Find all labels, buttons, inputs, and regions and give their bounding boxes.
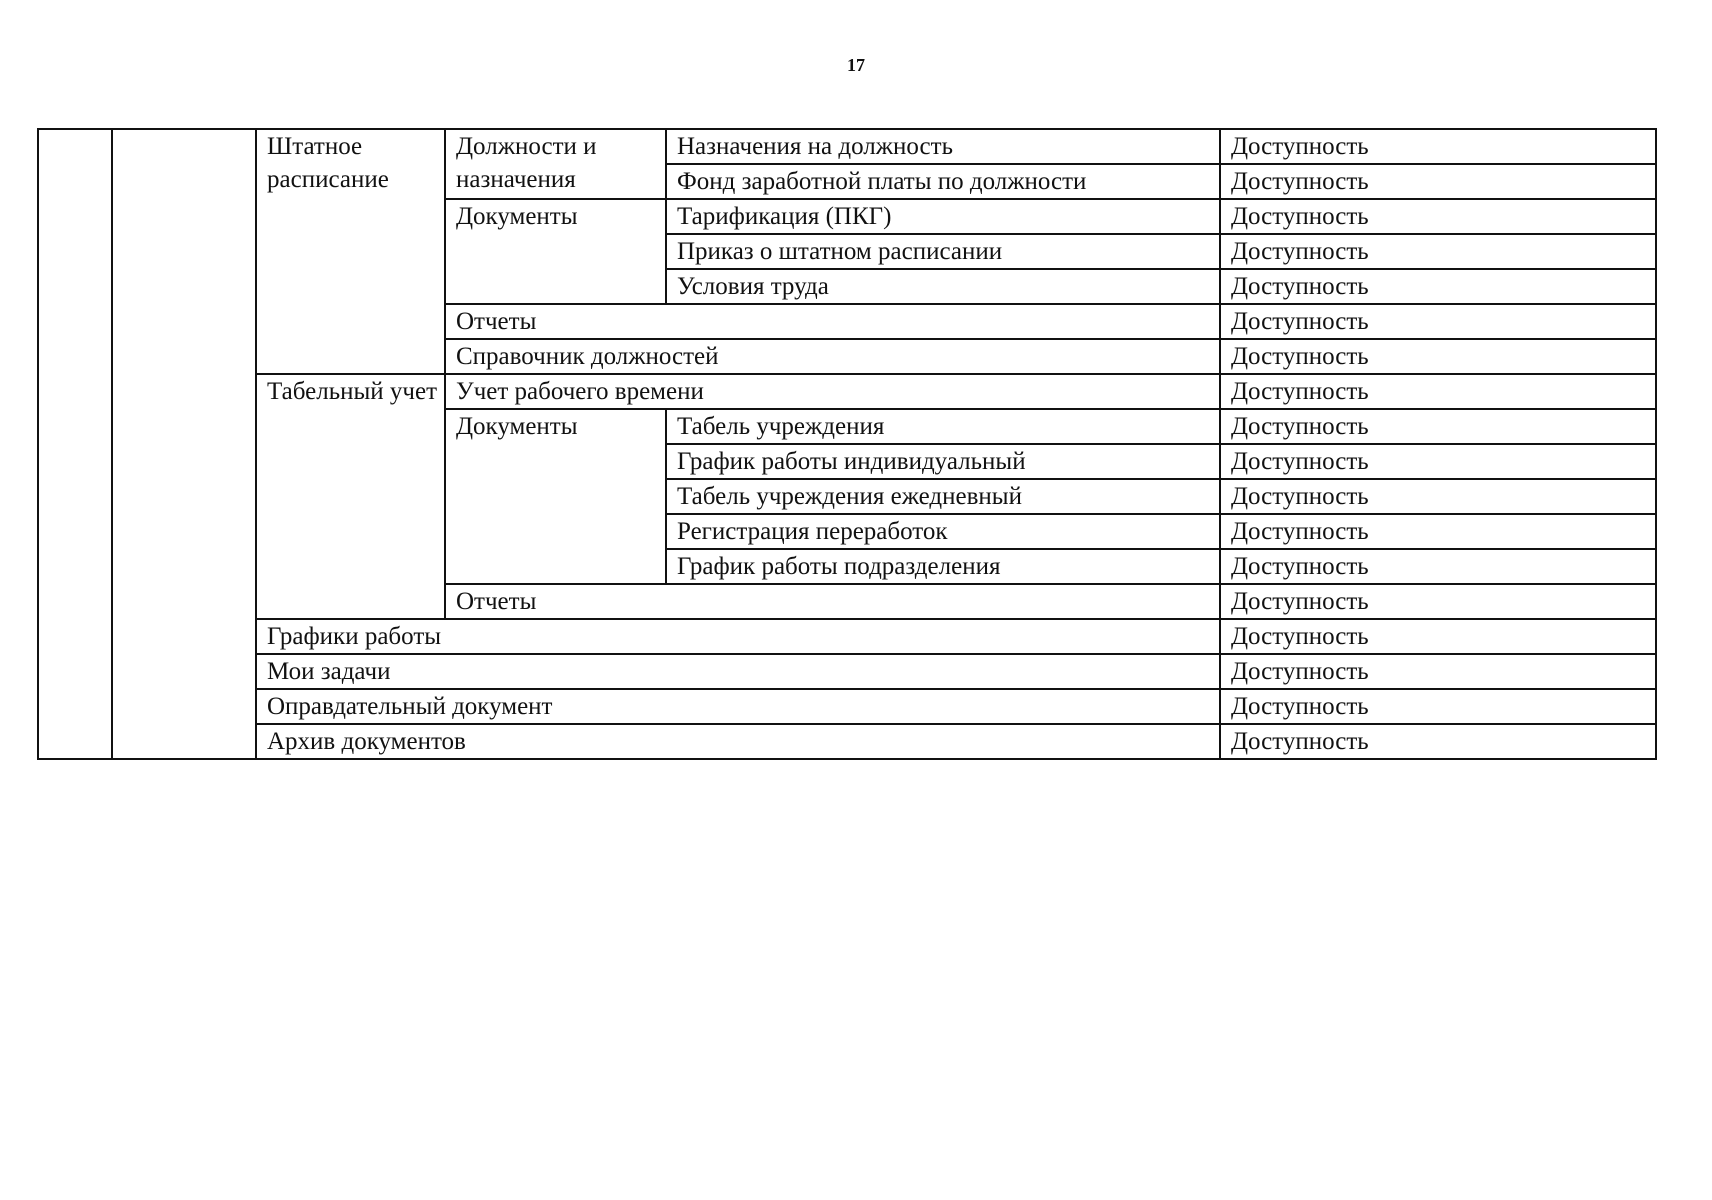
access-cell: Доступность xyxy=(1220,514,1656,549)
table-row xyxy=(38,129,1656,164)
item-cell: График работы подразделения xyxy=(666,549,1220,584)
item-cell: График работы индивидуальный xyxy=(666,444,1220,479)
blank-column-1 xyxy=(38,129,112,759)
group-positions-directory: Справочник должностей xyxy=(445,339,1220,374)
access-cell: Доступность xyxy=(1220,619,1656,654)
group-positions: Должности и назначения xyxy=(445,129,666,199)
access-cell: Доступность xyxy=(1220,269,1656,304)
section-work-schedules: Графики работы xyxy=(256,619,1220,654)
access-cell: Доступность xyxy=(1220,654,1656,689)
access-cell: Доступность xyxy=(1220,549,1656,584)
access-cell: Доступность xyxy=(1220,339,1656,374)
access-cell: Доступность xyxy=(1220,584,1656,619)
access-cell: Доступность xyxy=(1220,234,1656,269)
group-documents: Документы xyxy=(445,199,666,304)
item-cell: Табель учреждения ежедневный xyxy=(666,479,1220,514)
access-cell: Доступность xyxy=(1220,304,1656,339)
item-cell: Назначения на должность xyxy=(666,129,1220,164)
group-work-time: Учет рабочего времени xyxy=(445,374,1220,409)
group-documents: Документы xyxy=(445,409,666,584)
item-cell: Табель учреждения xyxy=(666,409,1220,444)
access-cell: Доступность xyxy=(1220,164,1656,199)
access-cell: Доступность xyxy=(1220,444,1656,479)
item-cell: Регистрация переработок xyxy=(666,514,1220,549)
access-cell: Доступность xyxy=(1220,374,1656,409)
access-cell: Доступность xyxy=(1220,689,1656,724)
access-cell: Доступность xyxy=(1220,129,1656,164)
section-timesheet: Табельный учет xyxy=(256,374,445,619)
table-row xyxy=(38,654,1656,689)
page-number: 17 xyxy=(847,55,865,75)
section-my-tasks: Мои задачи xyxy=(256,654,1220,689)
group-reports: Отчеты xyxy=(445,584,1220,619)
table-row xyxy=(38,374,1656,409)
section-document-archive: Архив документов xyxy=(256,724,1220,759)
table-row xyxy=(38,619,1656,654)
access-cell: Доступность xyxy=(1220,724,1656,759)
table-row xyxy=(38,689,1656,724)
group-reports: Отчеты xyxy=(445,304,1220,339)
blank-column-2 xyxy=(112,129,256,759)
item-cell: Тарификация (ПКГ) xyxy=(666,199,1220,234)
section-staffing: Штатное расписание xyxy=(256,129,445,374)
item-cell: Фонд заработной платы по должности xyxy=(666,164,1220,199)
item-cell: Приказ о штатном расписании xyxy=(666,234,1220,269)
item-cell: Условия труда xyxy=(666,269,1220,304)
section-justifying-document: Оправдательный документ xyxy=(256,689,1220,724)
access-cell: Доступность xyxy=(1220,409,1656,444)
access-cell: Доступность xyxy=(1220,199,1656,234)
table-row xyxy=(38,724,1656,759)
access-rights-table xyxy=(37,128,1657,760)
access-cell: Доступность xyxy=(1220,479,1656,514)
